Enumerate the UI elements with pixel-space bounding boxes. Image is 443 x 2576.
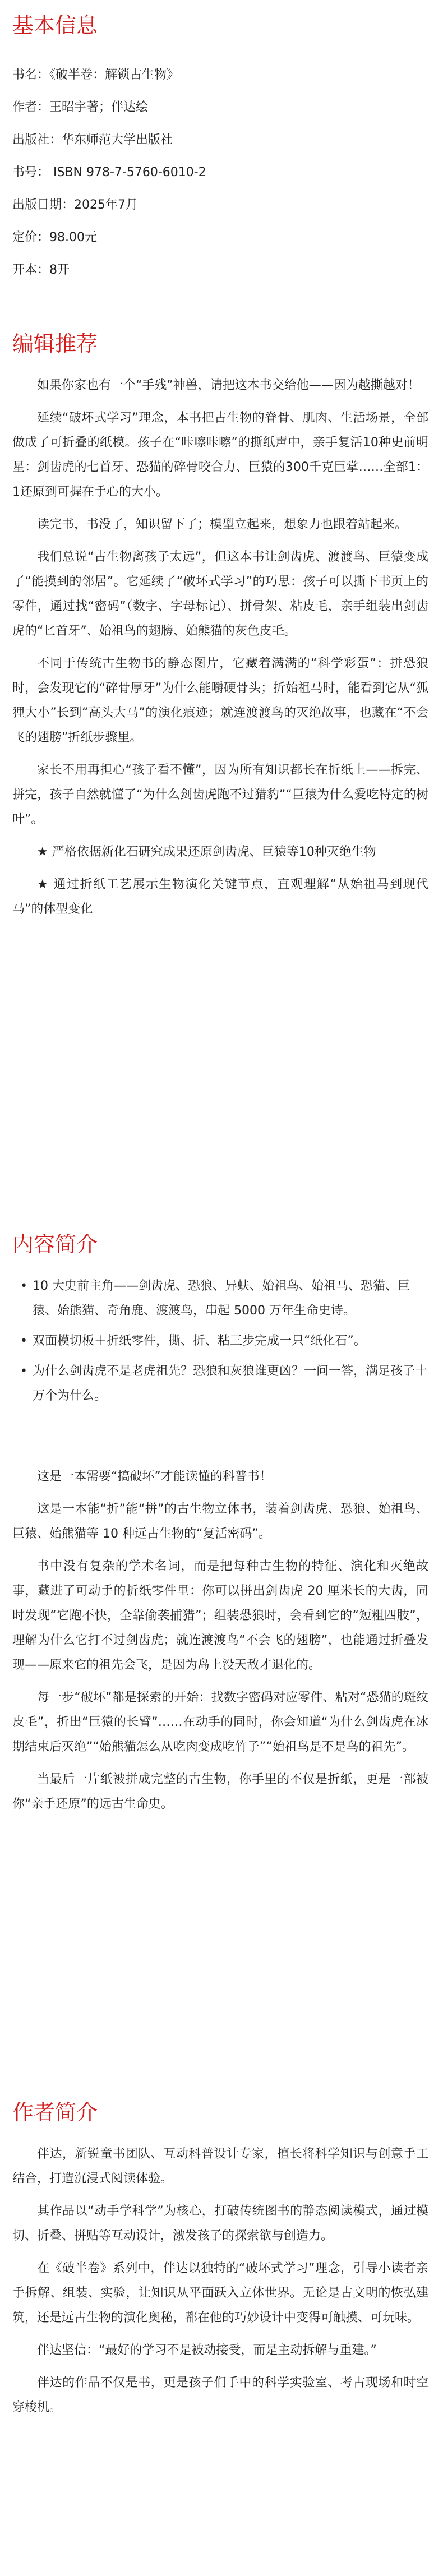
list-item: • 双面模切板＋折纸零件，撕、折、粘三步完成一只“纸化石”。: [12, 1329, 428, 1354]
isbn-line: 书号： ISBN 978-7-5760-6010-2: [12, 165, 206, 179]
editor-paragraph: 不同于传统古生物书的静态图片，它藏着满满的“科学彩蛋”：拼恐狼时，会发现它的“碎骨厚牙”为什么能嚼硬骨头；折始祖马时，能看到它从“狐狸大小”长到“高头大马”的演化痕迹；就连渡渡鸟的灭绝故事，也藏在“不会飞的翅膀”折纸步骤里。: [12, 657, 428, 745]
author-intro-body: [12, 2142, 428, 2428]
content-intro-body: [12, 1465, 428, 1825]
book-title: 书名：《破半卷：解锁古生物》: [12, 68, 179, 82]
price-line: 定价：98.00元: [12, 230, 97, 244]
highlight-point: ★ 严格依据新化石研究成果还原剑齿虎、巨猿等10种灭绝生物: [37, 845, 376, 859]
publish-date: 出版日期：2025年7月: [12, 198, 138, 212]
editor-paragraph: 延续“破坏式学习”理念，本书把古生物的脊骨、肌肉、生活场景，全部做成了可折叠的纸模。孩子在“咔嚓咔嚓”的撕纸声中，亲手复活10种史前明星：剑齿虎的七首牙、恐猫的碎骨咬合力、巨猿的300千克巨掌……全部1：1还原到可握在手心的大小。: [12, 411, 428, 499]
list-item: • 10 大史前主角——剑齿虎、恐狼、异蚨、始祖鸟、始祖马、恐猫、巨猿、始熊猫、奇角鹿、渡渡鸟，串起 5000 万年生命史诗。: [12, 1274, 428, 1323]
editor-recommend-body: [12, 373, 428, 930]
highlight-point: ★ 通过折纸工艺展示生物演化关键节点，直观理解“从始祖马到现代马”的体型变化: [12, 878, 428, 916]
editor-paragraph: 家长不用再担心“孩子看不懂”，因为所有知识都长在折纸上——拆完、拼完，孩子自然就懂了“为什么剑齿虎跑不过猎豹”“巨猿为什么爱吃特定的树叶”。: [12, 763, 428, 827]
editor-recommend-title: 编辑推荐: [12, 331, 98, 356]
editor-paragraph: 如果你家也有一个“手残”神兽，请把这本书交给他——因为越撕越对！: [37, 378, 420, 393]
author-intro-title: 作者简介: [12, 2100, 98, 2125]
bullet-dot-icon: •: [20, 1334, 27, 1348]
author-line: 作者：王昭宇著；伴达绘: [12, 100, 149, 114]
publisher-line: 出版社：华东师范大学出版社: [12, 133, 173, 147]
intro-paragraph: 当最后一片纸被拼成完整的古生物，你手里的不仅是折纸，更是一部被你“亲手还原”的远古生命史。: [12, 1772, 428, 1811]
basic-info-title: 基本信息: [12, 13, 98, 38]
author-paragraph: 伴达坚信：“最好的学习不是被动接受，而是主动拆解与重建。”: [37, 2343, 377, 2357]
format-line: 开本：8开: [12, 263, 70, 277]
bullet-dot-icon: •: [20, 1279, 27, 1293]
editor-paragraph: 读完书，书没了，知识留下了；模型立起来，想象力也跟着站起来。: [37, 518, 408, 532]
author-paragraph: 在《破半卷》系列中，伴达以独特的“破坏式学习”理念，引导小读者亲手拆解、组装、实验，让知识从平面跃入立体世界。无论是古文明的恢弘建筑，还是远古生物的演化奥秘，都在他的巧妙设计中变得可触摸、可玩味。: [12, 2261, 428, 2325]
intro-paragraph: 书中没有复杂的学术名词，而是把每种古生物的特征、演化和灭绝故事，藏进了可动手的折纸零件里：你可以拼出剑齿虎 20 厘米长的大齿，同时发现“它跑不快，全靠偷袭捕猎”；组装恐狼时，会看到它的“短粗四肢”，理解为什么它打不过剑齿虎；就连渡渡鸟“不会飞的翅膀”，也能通过折叠发现——原来它的祖先会飞，是因为岛上没天敌才退化的。: [12, 1559, 428, 1672]
list-item: • 为什么剑齿虎不是老虎祖先？恐狼和灰狼谁更凶？一问一答，满足孩子十万个为什么。: [12, 1359, 428, 1409]
editor-paragraph: 我们总说“古生物离孩子太远”，但这本书让剑齿虎、渡渡鸟、巨猿变成了“能摸到的邻居”。它延续了“破坏式学习”的巧思：孩子可以撕下书页上的零件，通过找“密码”（数字、字母标记）、拼骨架、粘皮毛，亲手组装出剑齿虎的“匕首牙”、始祖鸟的翅膀、始熊猫的灰色皮毛。: [12, 550, 428, 638]
bullet-dot-icon: •: [20, 1364, 27, 1378]
author-paragraph: 伴达，新锐童书团队、互动科普设计专家，擅长将科学知识与创意手工结合，打造沉浸式阅读体验。: [12, 2147, 428, 2186]
intro-bullet-list: [12, 1274, 428, 1414]
author-paragraph: 伴达的作品不仅是书，更是孩子们手中的科学实验室、考古现场和时空穿梭机。: [12, 2376, 428, 2415]
intro-paragraph: 这是一本能“折”能“拼”的古生物立体书，装着剑齿虎、恐狼、始祖鸟、巨猿、始熊猫等 10 种远古生物的“复活密码”。: [12, 1502, 428, 1541]
content-intro-title: 内容简介: [12, 1232, 98, 1257]
intro-paragraph: 这是一本需要“搞破坏”才能读懂的科普书！: [37, 1470, 272, 1484]
intro-paragraph: 每一步“破坏”都是探索的开始：找数字密码对应零件、粘对“恐猫的斑纹皮毛”，折出“巨猿的长臂”……在动手的同时，你会知道“为什么剑齿虎在冰期结束后灭绝”“始熊猫怎么从吃肉变成吃竹子”“始祖鸟是不是鸟的祖先”。: [12, 1691, 428, 1754]
author-paragraph: 其作品以“动手学科学”为核心，打破传统图书的静态阅读模式，通过模切、折叠、拼贴等互动设计，激发孩子的探索欲与创造力。: [12, 2204, 428, 2243]
